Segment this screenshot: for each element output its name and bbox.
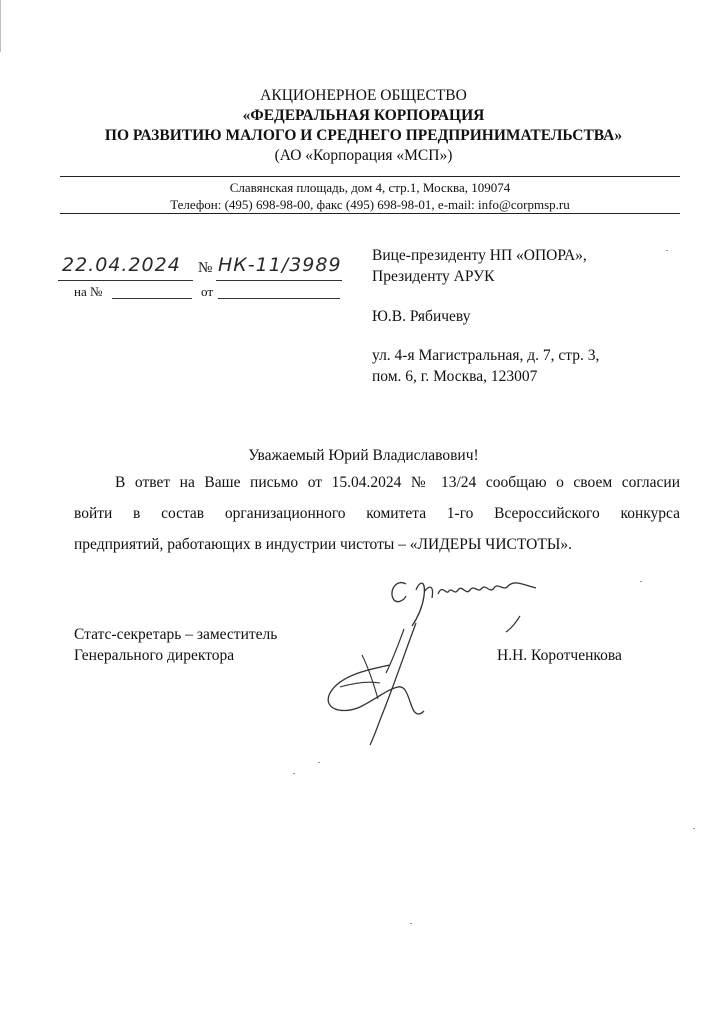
handwritten-signature <box>320 615 450 750</box>
recipient-address-2: пом. 6, г. Москва, 123007 <box>372 368 538 385</box>
handwritten-number: НК-11/3989 <box>218 254 342 276</box>
number-underline <box>216 280 342 281</box>
org-short-name: (АО «Корпорация «МСП») <box>274 147 453 164</box>
letter-paragraph-line-1: В ответ на Ваше письмо от 15.04.2024 № 13/24 сообщаю о своем согласии <box>115 474 680 491</box>
from-label: от <box>201 284 214 299</box>
from-blank <box>218 298 340 299</box>
scan-edge-line <box>0 0 1 52</box>
salutation: Уважаемый Юрий Владиславович! <box>248 447 479 464</box>
date-underline <box>58 280 193 281</box>
header-rule-top <box>60 176 680 177</box>
scan-speck <box>410 923 412 924</box>
scan-speck <box>318 762 320 763</box>
header-rule-bottom <box>60 213 680 214</box>
address-line: Славянская площадь, дом 4, стр.1, Москва, 109074 <box>229 180 511 195</box>
org-name-cont: ПО РАЗВИТИЮ МАЛОГО И СРЕДНЕГО ПРЕДПРИНИМАТЕЛЬСТВА» <box>104 127 623 144</box>
scan-speck <box>293 773 295 774</box>
reply-label: на № <box>74 284 103 299</box>
scan-speck <box>640 581 642 582</box>
scan-speck <box>666 250 668 251</box>
scan-speck <box>693 828 695 829</box>
recipient-address: ул. 4-я Магистральная, д. 7, стр. 3, <box>372 347 600 364</box>
recipient-position-2: Президенту АРУК <box>372 268 495 285</box>
recipient-position: Вице-президенту НП «ОПОРА», <box>372 247 587 264</box>
letter-paragraph-line-2: войти в состав организационного комитета 1-го Всероссийского конкурса <box>74 505 680 522</box>
signatory-title-2: Генерального директора <box>74 647 235 664</box>
contact-line: Телефон: (495) 698-98-00, факс (495) 698-98-01, e-mail: info@corpmsp.ru <box>170 197 570 212</box>
letter-paragraph-line-3: предприятий, работающих в индустрии чистоты – «ЛИДЕРЫ ЧИСТОТЫ». <box>74 536 572 553</box>
signatory-name: Н.Н. Коротченкова <box>497 647 622 664</box>
handwritten-date: 22.04.2024 <box>62 254 181 276</box>
reply-blank <box>112 298 192 299</box>
recipient-name: Ю.В. Рябичеву <box>372 308 471 325</box>
org-type: АКЦИОНЕРНОЕ ОБЩЕСТВО <box>260 87 467 104</box>
org-name: «ФЕДЕРАЛЬНАЯ КОРПОРАЦИЯ <box>242 107 485 124</box>
number-label: № <box>198 260 213 276</box>
signatory-title: Статс-секретарь – заместитель <box>74 626 278 643</box>
